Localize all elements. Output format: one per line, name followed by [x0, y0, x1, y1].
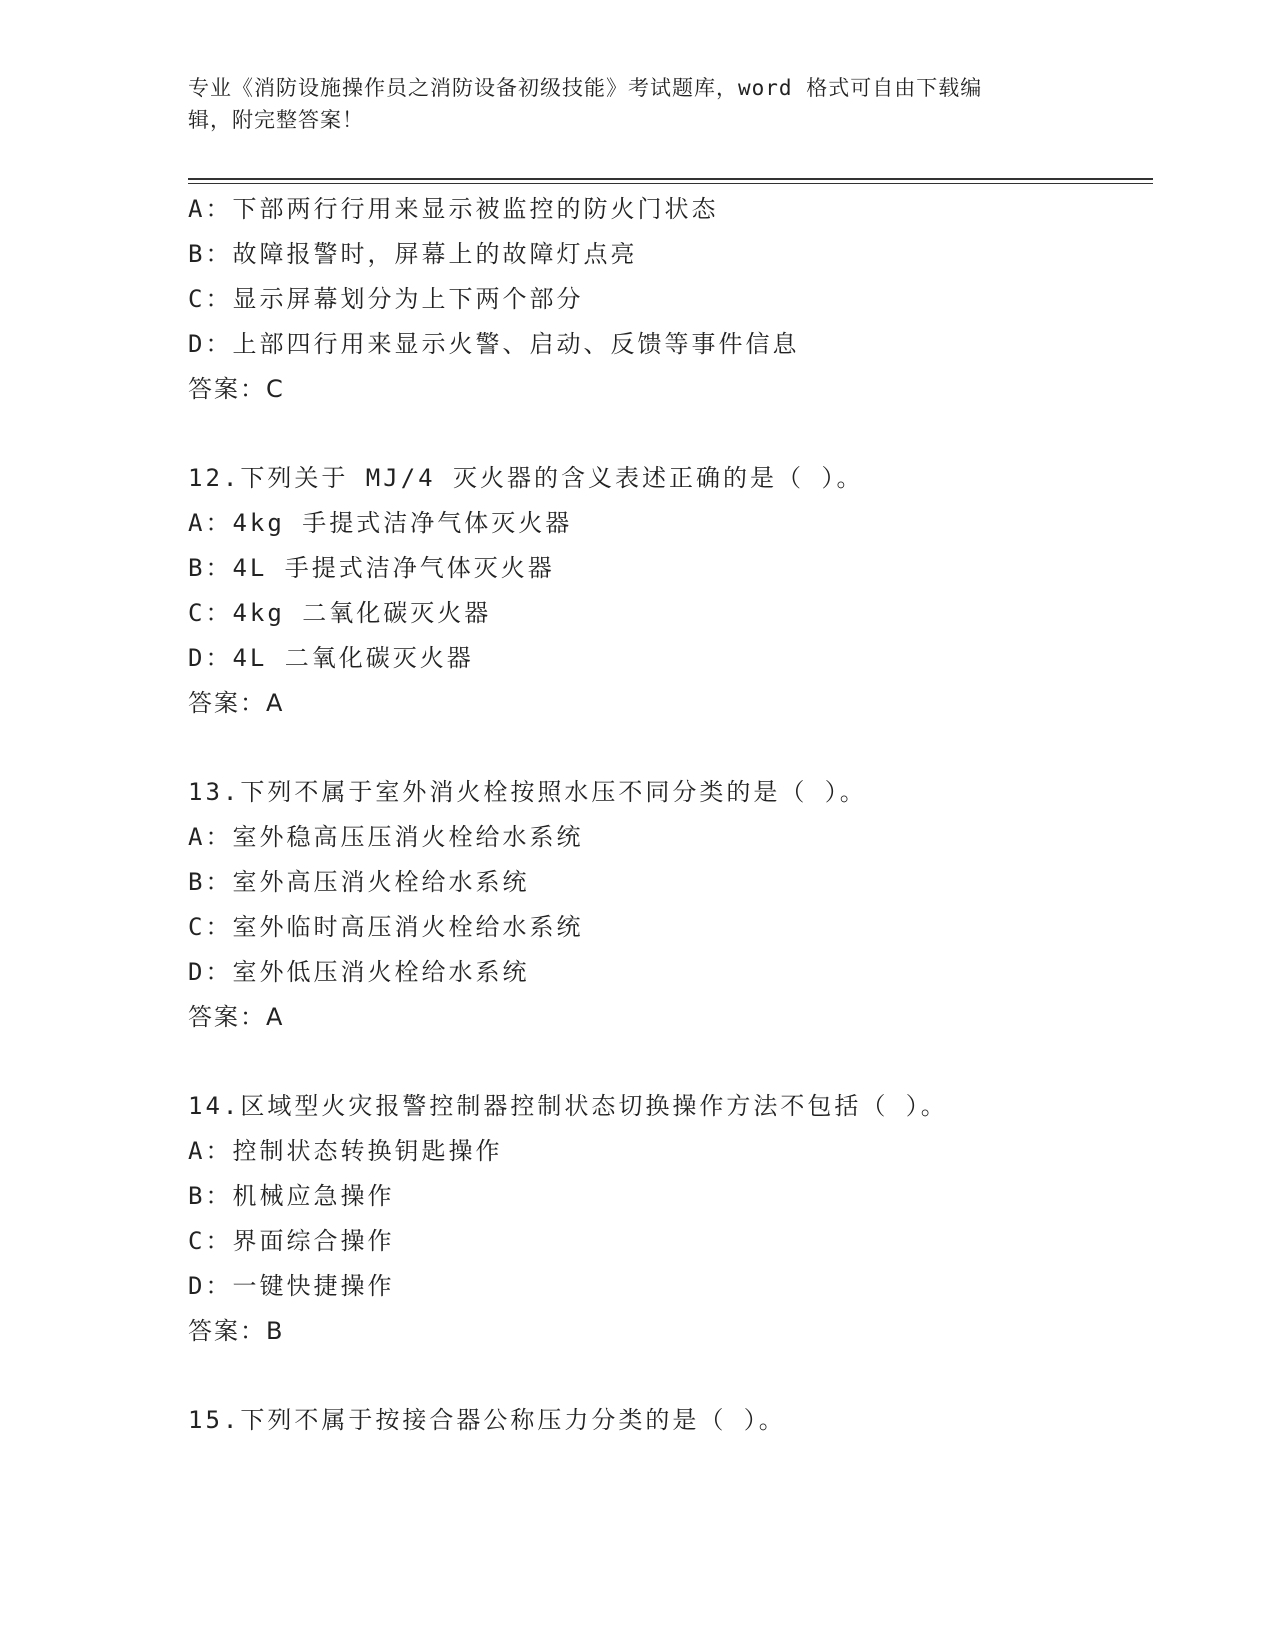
- document-header: [188, 72, 1088, 136]
- q11-option-b: B：故障报警时，屏幕上的故障灯点亮: [188, 240, 638, 268]
- header-line-1: 专业《消防设施操作员之消防设备初级技能》考试题库，word 格式可自由下载编: [188, 76, 983, 100]
- q14-option-a: A：控制状态转换钥匙操作: [188, 1137, 503, 1165]
- q13-option-a: A：室外稳高压压消火栓给水系统: [188, 823, 584, 851]
- q12-question: 12.下列关于 MJ/4 灭火器的含义表述正确的是（ ）。: [188, 464, 864, 492]
- q11-answer: 答案：C: [188, 375, 285, 403]
- q13-option-b: B：室外高压消火栓给水系统: [188, 868, 530, 896]
- q11-option-c: C：显示屏幕划分为上下两个部分: [188, 285, 584, 313]
- q14-answer: 答案：B: [188, 1317, 285, 1345]
- q12-option-a: A：4kg 手提式洁净气体灭火器: [188, 509, 573, 537]
- q12-option-b: B：4L 手提式洁净气体灭火器: [188, 554, 555, 582]
- header-line-2: 辑，附完整答案！: [188, 108, 364, 132]
- q12-option-d: D：4L 二氧化碳灭火器: [188, 644, 474, 672]
- q11-option-d: D：上部四行用来显示火警、启动、反馈等事件信息: [188, 330, 800, 358]
- header-divider-thick: [188, 178, 1153, 180]
- q14-question: 14.区域型火灾报警控制器控制状态切换操作方法不包括（ ）。: [188, 1092, 948, 1120]
- q11-option-a: A：下部两行行用来显示被监控的防火门状态: [188, 195, 719, 223]
- q14-option-b: B：机械应急操作: [188, 1182, 395, 1210]
- header-divider-thin: [188, 183, 1153, 184]
- q13-answer: 答案：A: [188, 1003, 285, 1031]
- q13-option-d: D：室外低压消火栓给水系统: [188, 958, 530, 986]
- q13-question: 13.下列不属于室外消火栓按照水压不同分类的是（ ）。: [188, 778, 867, 806]
- q15-question: 15.下列不属于按接合器公称压力分类的是（ ）。: [188, 1406, 786, 1434]
- q13-option-c: C：室外临时高压消火栓给水系统: [188, 913, 584, 941]
- q12-option-c: C：4kg 二氧化碳灭火器: [188, 599, 492, 627]
- q12-answer: 答案：A: [188, 689, 285, 717]
- q14-option-d: D：一键快捷操作: [188, 1272, 395, 1300]
- q14-option-c: C：界面综合操作: [188, 1227, 395, 1255]
